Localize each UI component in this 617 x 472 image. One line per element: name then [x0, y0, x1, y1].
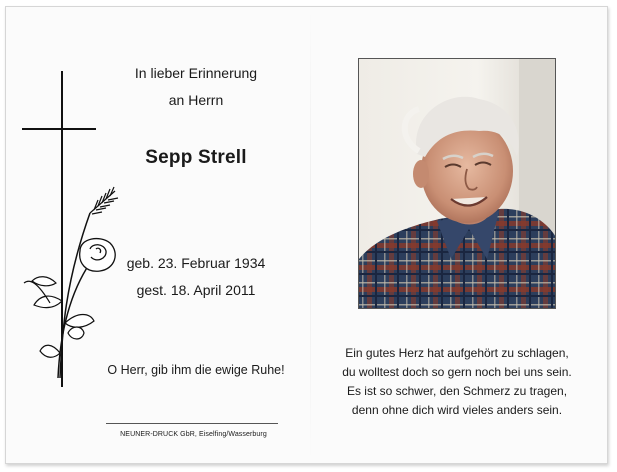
card-fold	[310, 7, 311, 463]
intro-line-2: an Herrn	[168, 92, 224, 108]
verse-line-4: denn ohne dich wird vieles anders sein.	[351, 403, 563, 417]
portrait-photo	[358, 58, 556, 309]
printer-imprint: NEUNER-DRUCK GbR, Eiselfing/Wasserburg	[120, 431, 267, 438]
verse-line-2: du wolltest doch so gern noch bei uns sein.	[342, 365, 572, 379]
verse-line-3: Es ist so schwer, den Schmerz zu tragen,	[346, 384, 568, 398]
death-date: gest. 18. April 2011	[136, 282, 256, 298]
portrait-illustration	[359, 59, 556, 309]
birth-date: geb. 23. Februar 1934	[126, 255, 266, 271]
memorial-card	[5, 6, 608, 464]
prayer-line: O Herr, gib ihm die ewige Ruhe!	[107, 363, 285, 377]
deceased-name: Sepp Strell	[145, 147, 247, 168]
wheat-and-rose-icon	[20, 183, 126, 383]
verse-line-1: Ein gutes Herz hat aufgehört zu schlagen,	[345, 346, 569, 360]
intro-line-1: In lieber Erinnerung	[134, 65, 258, 81]
footer-rule	[106, 423, 278, 424]
